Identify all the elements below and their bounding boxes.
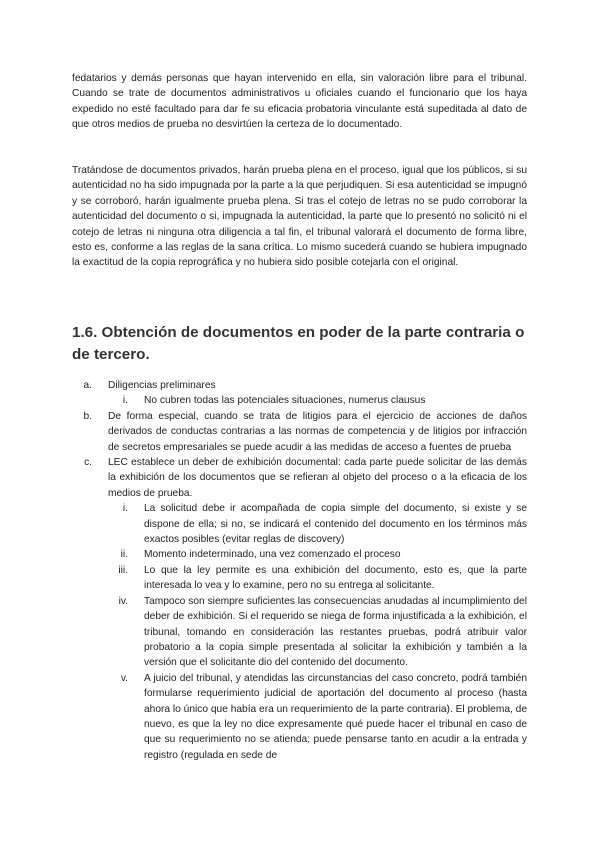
list-marker: iv. <box>118 595 128 607</box>
paragraph-documentos-privados: Tratándose de documentos privados, harán prueba plena en el proceso, igual que los públicos, si su autenticidad no ha sido impugnada por la parte a la que perjudiquen. Si esa autenticidad se impugnó y se corroboró, harán igualmente prueba plena. Si tras el cotejo de letras no se pudo corroborar la autenticidad del documento o si, impugnada la autenticidad, la parte que lo presentó no solicitó ni el cotejo de letras ni ninguna otra diligencia a tal fin, el tribunal valorará el documento de forma libre, esto es, conforme a las reglas de la sana crítica. Lo mismo sucederá cuando se hubiera impugnado la exactitud de la copia reprográfica y no hubiera sido posible cotejarla con el original. <box>72 165 527 269</box>
list-marker: ii. <box>120 549 128 561</box>
list-item-text: No cubren todas las potenciales situaciones, numerus clausus <box>144 395 426 407</box>
list-item-c-ii <box>120 547 527 562</box>
list-marker: b. <box>83 410 92 422</box>
list-item-text: Tampoco son siempre suficientes las consecuencias anudadas al incumplimiento del deber de exhibición. Si el requerido se niega de forma injustificada a la exhibición, el tribunal, tomando en consideración las restantes pruebas, podrá atribuir valor probatorio a la copia simple presentada al solicitar la exhibición y también a la versión que el solicitante dio del contenido del documento. <box>144 595 527 669</box>
list-item-c-iv <box>118 594 527 671</box>
ordered-list <box>0 378 600 763</box>
list-item-c-iii <box>118 563 527 594</box>
list-marker: i. <box>122 395 128 407</box>
list-marker: i. <box>122 503 128 515</box>
list-item-text: LEC establece un deber de exhibición documental: cada parte puede solicitar de las demás la exhibición de los documentos que se refieran al objeto del proceso o a la eficacia de los medios de prueba. <box>108 457 527 499</box>
list-item-c <box>84 455 527 501</box>
list-marker: iii. <box>118 564 128 576</box>
list-item-a-i <box>122 393 527 408</box>
list-item-text: Lo que la ley permite es una exhibición del documento, esto es, que la parte interesada lo vea y lo examine, pero no su entrega al solicitante. <box>144 564 527 592</box>
list-marker: c. <box>84 457 92 469</box>
list-item-text: Momento indeterminado, una vez comenzado el proceso <box>144 549 401 561</box>
list-item-c-v <box>120 671 527 763</box>
section-heading: 1.6. Obtención de documentos en poder de la parte contraria o de tercero. <box>72 324 525 363</box>
list-marker: a. <box>83 380 92 391</box>
paragraph-documentos-publicos: fedatarios y demás personas que hayan intervenido en ella, sin valoración libre para el tribunal. Cuando se trate de documentos administrativos u oficiales cuando el funcionario que los haya expedido no esté facultado para dar fe su eficacia probatoria vinculante está supeditada al dato de que otros medios de prueba no desvirtúen la certeza de lo documentado. <box>72 73 527 131</box>
list-item-text: La solicitud debe ir acompañada de copia simple del documento, si existe y se dispone de ella; si no, se indicará el contenido del documento en los términos más exactos posibles (evitar reglas de discovery) <box>144 503 527 546</box>
list-item-c-i <box>122 501 527 547</box>
list-item-text: A juicio del tribunal, y atendidas las circunstancias del caso concreto, podrá también formularse requerimiento judicial de aportación del documento al proceso (hasta ahora lo único que había era un requerimiento de la parte contraria). El problema, de nuevo, es que la ley no dice expresamente qué puede hacer el tribunal en caso de que su requerimiento no se atienda; puede pensarse tanto en acudir a la entrada y registro (regulada en sede de <box>144 672 527 761</box>
list-item-a <box>83 378 527 393</box>
list-marker: v. <box>120 672 128 684</box>
list-item-text: De forma especial, cuando se trata de litigios para el ejercicio de acciones de daños derivados de conductas contrarias a las normas de competencia y de litigios por infracción de secretos empresariales se puede acudir a las medidas de acceso a fuentes de prueba <box>108 410 527 453</box>
list-item-b <box>83 409 527 455</box>
list-item-text: Diligencias preliminares <box>108 380 216 391</box>
